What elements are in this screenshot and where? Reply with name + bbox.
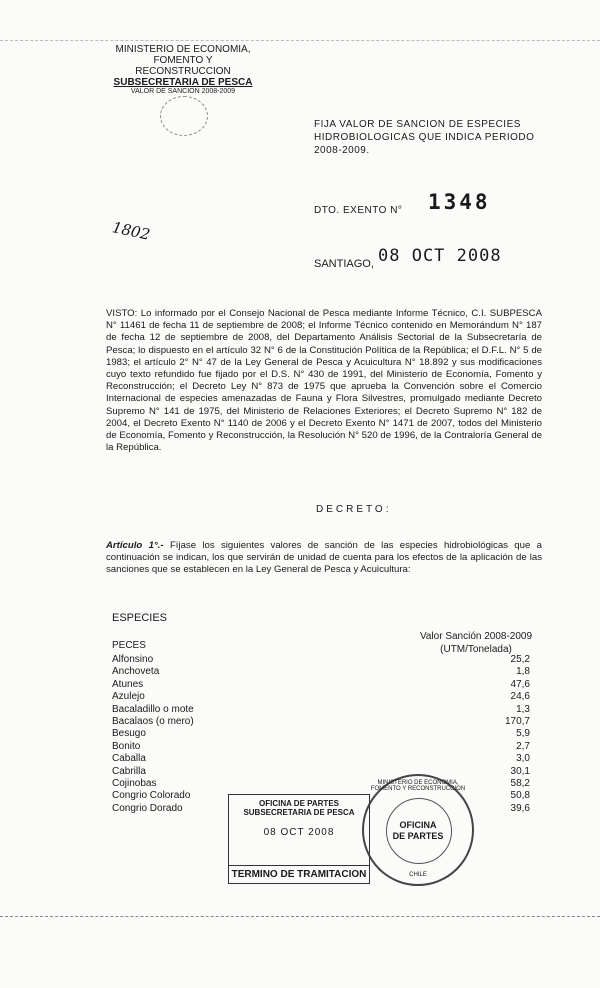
table-row bbox=[112, 691, 530, 703]
official-seal bbox=[362, 774, 474, 886]
species-name: Bacaladillo o mote bbox=[112, 703, 194, 715]
table-row bbox=[112, 716, 530, 728]
stamp-subsecretaria: SUBSECRETARIA DE PESCA bbox=[243, 808, 355, 817]
value-column-unit: (UTM/Tonelada) bbox=[440, 644, 512, 655]
species-value: 3,0 bbox=[516, 753, 530, 765]
faded-stamp bbox=[160, 96, 208, 136]
subsecretaria-line: SUBSECRETARIA DE PESCA bbox=[113, 77, 253, 88]
species-name: Congrio Colorado bbox=[112, 790, 191, 802]
stamp-footer: TERMINO DE TRAMITACION bbox=[229, 865, 369, 883]
seal-rim-top: MINISTERIO DE ECONOMIA, FOMENTO Y RECONSTRUCCION bbox=[370, 780, 466, 792]
handwritten-note: 1802 bbox=[110, 218, 152, 244]
ministry-header bbox=[108, 44, 258, 96]
seal-rim-bottom: CHILE bbox=[409, 872, 427, 878]
fold-line-bottom bbox=[0, 916, 600, 917]
value-column-header bbox=[408, 630, 544, 656]
seal-center-line-1: OFICINA bbox=[399, 820, 437, 830]
species-value: 25,2 bbox=[510, 654, 530, 665]
articulo-text: Fíjase los siguientes valores de sanción de las especies hidrobiológicas que a continuación se indican, los que servirán de unidad de cuenta para los efectos de la aplicación de las sanciones que se establecen en la Ley General de Pesca y Acuicultura: bbox=[106, 540, 542, 576]
species-value: 1,3 bbox=[516, 703, 530, 715]
value-column-title: Valor Sanción 2008-2009 bbox=[419, 631, 533, 642]
species-name: Atunes bbox=[112, 678, 144, 690]
oficina-partes-stamp bbox=[228, 794, 370, 884]
species-value: 5,9 bbox=[516, 728, 530, 740]
stamp-office: OFICINA DE PARTES bbox=[258, 799, 339, 808]
visto-paragraph: VISTO: Lo informado por el Consejo Nacional de Pesca mediante Informe Técnico, C.I. SUBPESCA N° 11461 de fecha 11 de septiembre de 2008; el Informe Técnico contenido en Memorándum N° 187 de fecha 12 de septiembre de 2008, del Departamento Análisis Sectorial de la Subsecretaría de Pesca; lo dispuesto en el artículo 32 N° 6 de la Constitución Política de la República; el D.F.L. N° 5 de 1983; el artículo 2° N° 47 de la Ley General de Pesca y Acuicultura N° 18.892 y sus modificaciones cuyo texto refundido fue fijado por el D.S. N° 430 de 1991, del Ministerio de Economía, Fomento y Reconstrucción; el Decreto Ley N° 873 de 1975 que aprueba la Convención sobre el Comercio Internacional de especies amenazadas de Fauna y Flora Silvestres, promulgado mediante Decreto Supremo N° 141 de 1975, del Ministerio de Relaciones Exteriores; el Decreto Supremo N° 182 de 2004, el Decreto Exento N° 1140 de 2006 y el Decreto Exento N° 1471 de 2007, todos del Ministerio de Economía, Fomento y Reconstrucción, la Resolución N° 520 de 1996, de la Contraloría General de la República. bbox=[106, 308, 542, 454]
species-value: 24,6 bbox=[510, 691, 530, 703]
species-value: 47,6 bbox=[510, 678, 530, 690]
species-name: Azulejo bbox=[112, 691, 145, 703]
species-value: 58,2 bbox=[510, 777, 530, 789]
species-value: 2,7 bbox=[516, 740, 530, 752]
table-heading: ESPECIES bbox=[112, 612, 168, 624]
species-name: Besugo bbox=[112, 728, 146, 740]
species-name: Cabrilla bbox=[112, 765, 146, 777]
species-name: Alfonsino bbox=[112, 654, 154, 665]
fold-line-top bbox=[0, 40, 600, 41]
seal-center bbox=[364, 820, 472, 842]
place-label: SANTIAGO, bbox=[314, 258, 374, 270]
header-reference: VALOR DE SANCION 2008-2009 bbox=[130, 88, 236, 95]
table-row bbox=[112, 741, 530, 753]
species-value: 170,7 bbox=[504, 715, 530, 727]
decree-date: 08 OCT 2008 bbox=[378, 246, 502, 266]
table-row bbox=[112, 753, 530, 765]
table-row bbox=[112, 679, 530, 691]
species-group-label: PECES bbox=[112, 640, 146, 651]
table-row bbox=[112, 704, 530, 716]
table-row bbox=[112, 728, 530, 740]
articulo-label: Artículo 1°.- bbox=[106, 540, 164, 551]
articulo-1 bbox=[106, 540, 542, 577]
species-value: 39,6 bbox=[510, 802, 530, 814]
stamp-date: 08 OCT 2008 bbox=[263, 827, 335, 838]
table-row bbox=[112, 766, 530, 778]
table-row bbox=[112, 666, 530, 678]
species-value: 30,1 bbox=[510, 765, 530, 777]
species-name: Bonito bbox=[112, 740, 141, 752]
species-name: Congrio Dorado bbox=[112, 802, 183, 814]
species-name: Bacalaos (o mero) bbox=[112, 715, 194, 727]
table-row bbox=[112, 654, 530, 666]
species-value: 1,8 bbox=[516, 666, 530, 678]
seal-center-line-2: DE PARTES bbox=[392, 831, 444, 841]
ministry-line-2: FOMENTO Y RECONSTRUCCION bbox=[135, 55, 231, 77]
species-name: Cojinobas bbox=[112, 777, 157, 789]
species-name: Caballa bbox=[112, 753, 146, 765]
species-name: Anchoveta bbox=[112, 666, 160, 678]
document-title: FIJA VALOR DE SANCION DE ESPECIES HIDROBIOLOGICAS QUE INDICA PERIODO 2008-2009. bbox=[314, 119, 535, 156]
decreto-heading: DECRETO: bbox=[316, 504, 392, 515]
ministry-line-1: MINISTERIO DE ECONOMIA, bbox=[115, 44, 251, 55]
decree-label: DTO. EXENTO N° bbox=[314, 205, 403, 216]
decree-number: 1348 bbox=[428, 190, 491, 214]
species-value: 50,8 bbox=[510, 790, 530, 802]
